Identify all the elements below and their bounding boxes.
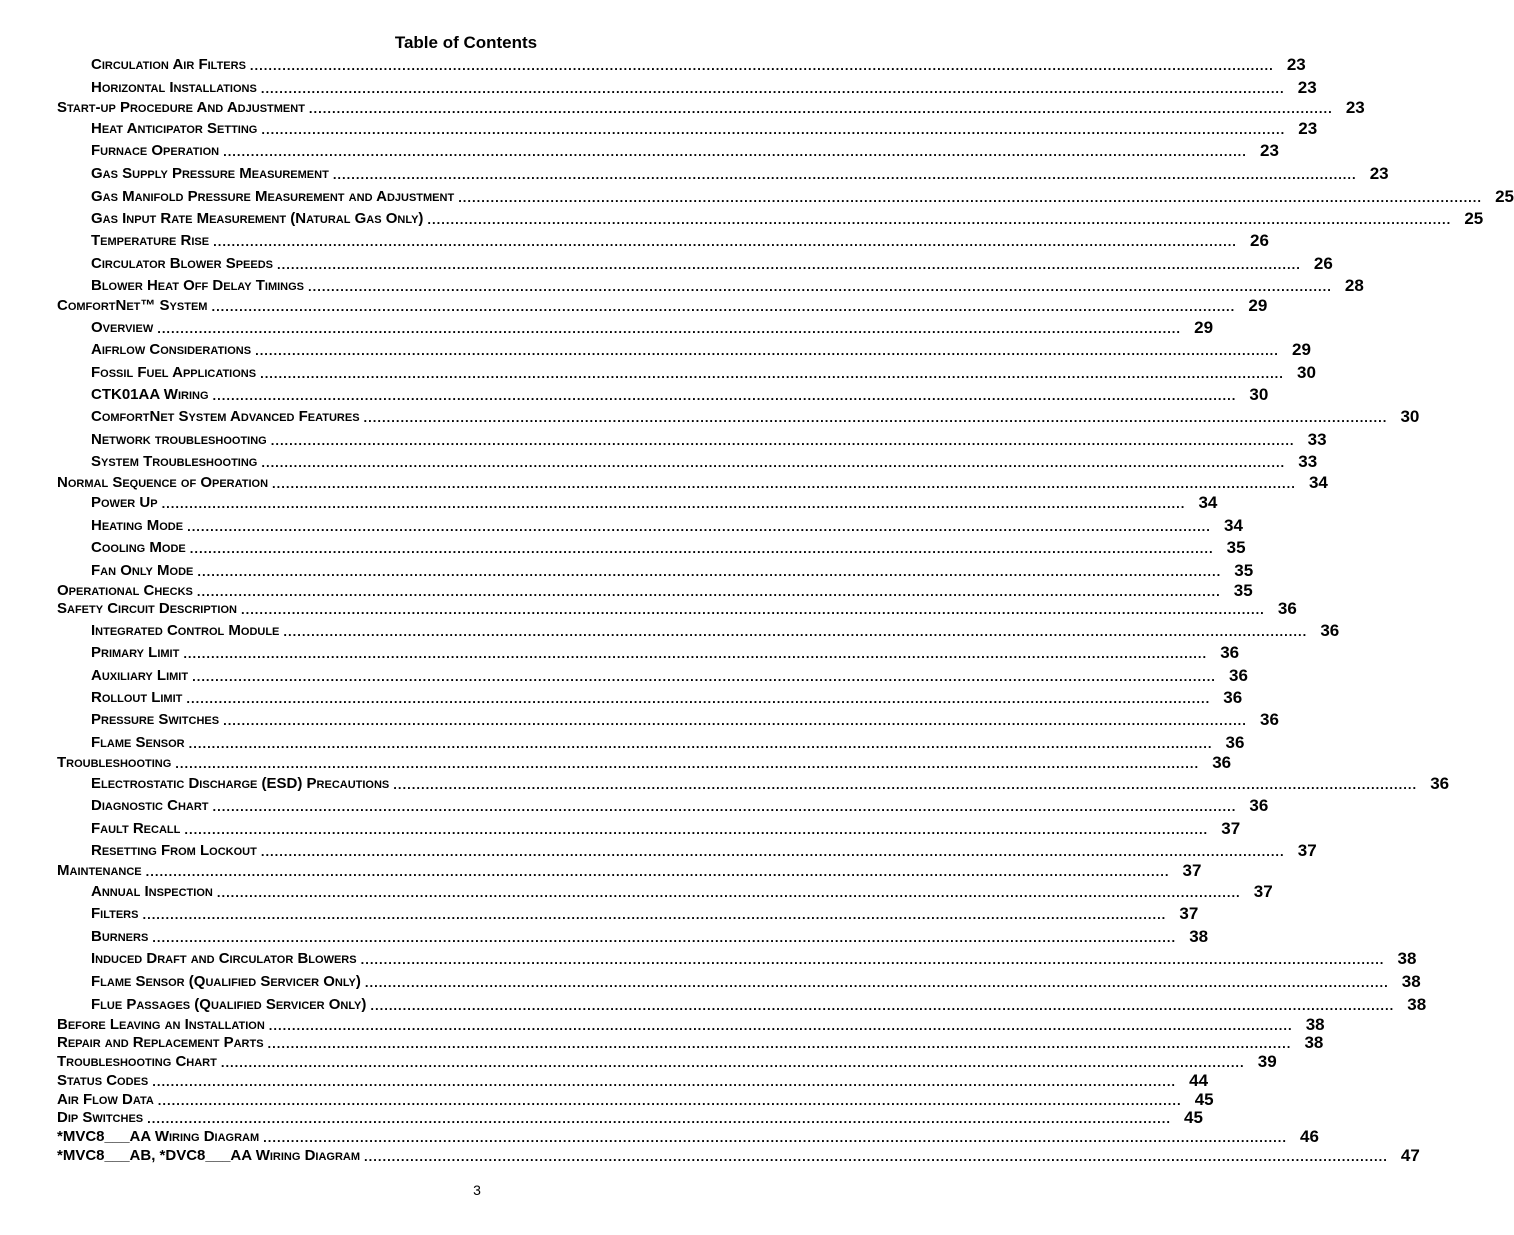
toc-entry[interactable] (0, 407, 1420, 426)
toc-entry-page: 45 (1194, 1090, 1214, 1109)
toc-entry-page: 26 (1313, 254, 1333, 273)
dot-leader: .............................................................................................................................................................................................................................. (283, 624, 1308, 639)
toc-entry-label: Heat Anticipator Setting (91, 120, 258, 137)
toc-entry-page: 38 (1397, 949, 1417, 968)
page-title: Table of Contents (394, 33, 538, 52)
toc-entry[interactable] (0, 119, 1318, 138)
toc-entry-page: 36 (1225, 733, 1245, 752)
toc-entry-page: 23 (1345, 98, 1365, 117)
dot-leader: .............................................................................................................................................................................................................................. (308, 279, 1332, 294)
toc-entry[interactable] (0, 538, 1246, 557)
dot-leader: .............................................................................................................................................................................................................................. (142, 907, 1167, 922)
toc-entry[interactable] (0, 733, 1245, 752)
dot-leader: .............................................................................................................................................................................................................................. (332, 167, 1357, 182)
dot-leader: .............................................................................................................................................................................................................................. (186, 691, 1211, 706)
toc-entry[interactable] (0, 187, 1514, 206)
toc-entry-label: Burners (91, 928, 149, 945)
toc-entry-page: 35 (1233, 581, 1253, 600)
toc-entry-page: 44 (1189, 1071, 1209, 1090)
toc-entry[interactable] (0, 78, 1317, 97)
toc-entry[interactable] (0, 581, 1253, 600)
toc-entry-label: Flue Passages (Qualified Servicer Only) (91, 996, 367, 1013)
toc-entry[interactable] (0, 385, 1269, 404)
toc-entry-label: Safety Circuit Description (57, 600, 237, 617)
toc-entry-label: Diagnostic Chart (91, 797, 209, 814)
toc-entry[interactable] (0, 949, 1417, 968)
toc-entry-label: Flame Sensor (91, 734, 185, 751)
dot-leader: .............................................................................................................................................................................................................................. (277, 257, 1301, 272)
toc-entry[interactable] (0, 363, 1316, 382)
toc-entry-page: 38 (1305, 1015, 1325, 1034)
toc-entry[interactable] (0, 254, 1333, 273)
toc-entry-page: 30 (1400, 407, 1420, 426)
toc-entry-label: Fault Recall (91, 820, 181, 837)
toc-entry[interactable] (0, 796, 1269, 815)
toc-entry-label: Operational Checks (57, 582, 193, 599)
toc-entry-page: 38 (1401, 972, 1421, 991)
dot-leader: .............................................................................................................................................................................................................................. (161, 496, 1186, 511)
toc-entry-page: 36 (1430, 774, 1450, 793)
toc-entry-page: 37 (1182, 861, 1202, 880)
dot-leader: .............................................................................................................................................................................................................................. (216, 885, 1241, 900)
toc-entry-page: 29 (1194, 318, 1214, 337)
dot-leader: .............................................................................................................................................................................................................................. (197, 564, 1222, 579)
toc-entry[interactable] (0, 904, 1199, 923)
dot-leader: .............................................................................................................................................................................................................................. (261, 122, 1286, 137)
toc-entry[interactable] (0, 643, 1240, 662)
toc-entry[interactable] (0, 1090, 1214, 1109)
toc-entry[interactable] (0, 621, 1340, 640)
dot-leader: .............................................................................................................................................................................................................................. (196, 584, 1221, 599)
toc-entry-page: 36 (1249, 796, 1269, 815)
toc-entry-page: 38 (1407, 995, 1427, 1014)
dot-leader: .............................................................................................................................................................................................................................. (393, 777, 1418, 792)
toc-entry[interactable] (0, 1052, 1277, 1071)
dot-leader: .............................................................................................................................................................................................................................. (260, 81, 1285, 96)
toc-entry[interactable] (0, 318, 1214, 337)
dot-leader: .............................................................................................................................................................................................................................. (157, 1093, 1182, 1108)
dot-leader: .............................................................................................................................................................................................................................. (370, 998, 1395, 1013)
toc-entry-label: Network troubleshooting (91, 431, 267, 448)
dot-leader: .............................................................................................................................................................................................................................. (364, 1149, 1388, 1164)
dot-leader: .............................................................................................................................................................................................................................. (458, 190, 1483, 205)
toc-entry-page: 38 (1304, 1033, 1324, 1052)
dot-leader: .............................................................................................................................................................................................................................. (192, 669, 1216, 684)
toc-entry-label: Auxiliary Limit (91, 667, 189, 684)
toc-entry[interactable] (0, 861, 1202, 880)
dot-leader: .............................................................................................................................................................................................................................. (261, 455, 1286, 470)
toc-entry-label: Furnace Operation (91, 142, 220, 159)
toc-entry[interactable] (0, 493, 1218, 512)
dot-leader: .............................................................................................................................................................................................................................. (152, 1074, 1177, 1089)
dot-leader: .............................................................................................................................................................................................................................. (364, 975, 1389, 990)
dot-leader: .............................................................................................................................................................................................................................. (212, 799, 1237, 814)
toc-entry[interactable] (0, 753, 1232, 772)
dot-leader: .............................................................................................................................................................................................................................. (212, 388, 1237, 403)
dot-leader: .............................................................................................................................................................................................................................. (188, 736, 1213, 751)
dot-leader: .............................................................................................................................................................................................................................. (220, 1055, 1245, 1070)
toc-entry-page: 30 (1296, 363, 1316, 382)
toc-entry-page: 45 (1184, 1108, 1203, 1127)
toc-entry[interactable] (0, 276, 1364, 295)
toc-entry-label: Overview (91, 319, 154, 336)
toc-entry-label: Filters (91, 905, 139, 922)
toc-entry[interactable] (0, 710, 1279, 729)
toc-entry[interactable] (0, 1146, 1420, 1165)
toc-entry-label: Resetting From Lockout (91, 842, 257, 859)
toc-entry-label: Annual Inspection (91, 883, 213, 900)
toc-entry-label: System Troubleshooting (91, 453, 258, 470)
dot-leader: .............................................................................................................................................................................................................................. (152, 930, 1177, 945)
dot-leader: .............................................................................................................................................................................................................................. (267, 1036, 1292, 1051)
toc-entry-label: Pressure Switches (91, 711, 220, 728)
toc-entry-page: 25 (1495, 187, 1514, 206)
toc-entry-page: 33 (1307, 430, 1327, 449)
dot-leader: .............................................................................................................................................................................................................................. (308, 101, 1333, 116)
toc-entry-label: Induced Draft and Circulator Blowers (91, 950, 357, 967)
toc-entry[interactable] (0, 55, 1306, 74)
dot-leader: .............................................................................................................................................................................................................................. (363, 410, 1388, 425)
toc-entry-page: 23 (1286, 55, 1306, 74)
toc-entry[interactable] (0, 516, 1243, 535)
toc-entry-label: Blower Heat Off Delay Timings (91, 277, 304, 294)
dot-leader: .............................................................................................................................................................................................................................. (260, 844, 1285, 859)
toc-entry[interactable] (0, 340, 1311, 359)
toc-entry[interactable] (0, 927, 1209, 946)
toc-entry-label: Air Flow Data (57, 1091, 154, 1108)
dot-leader: .............................................................................................................................................................................................................................. (268, 1018, 1293, 1033)
toc-entry-label: Dip Switches (57, 1109, 144, 1126)
toc-entry-label: Primary Limit (91, 644, 180, 661)
toc-entry-page: 38 (1189, 927, 1209, 946)
toc-entry[interactable] (0, 473, 1328, 492)
dot-leader: .............................................................................................................................................................................................................................. (183, 646, 1208, 661)
toc-entry-page: 46 (1300, 1127, 1319, 1146)
dot-leader: .............................................................................................................................................................................................................................. (211, 299, 1236, 314)
dot-leader: .............................................................................................................................................................................................................................. (427, 212, 1452, 227)
toc-entry-label: Flame Sensor (Qualified Servicer Only) (91, 973, 361, 990)
toc-entry-page: 36 (1320, 621, 1340, 640)
toc-entry[interactable] (0, 972, 1421, 991)
toc-entry-page: 25 (1464, 209, 1484, 228)
dot-leader: .............................................................................................................................................................................................................................. (147, 1111, 1171, 1126)
toc-entry-page: 36 (1220, 643, 1240, 662)
toc-entry-page: 29 (1291, 340, 1311, 359)
toc-entry-page: 28 (1344, 276, 1364, 295)
toc-entry[interactable] (0, 561, 1254, 580)
toc-entry-label: Heating Mode (91, 517, 184, 534)
toc-entry-page: 36 (1277, 599, 1297, 618)
dot-leader: .............................................................................................................................................................................................................................. (240, 602, 1265, 617)
toc-entry-page: 37 (1253, 882, 1273, 901)
toc-entry-label: Troubleshooting (57, 754, 172, 771)
toc-entry-page: 35 (1226, 538, 1246, 557)
toc-entry-page: 39 (1257, 1052, 1277, 1071)
toc-entry[interactable] (0, 995, 1427, 1014)
toc-entry-label: Repair and Replacement Parts (57, 1034, 264, 1051)
toc-entry-page: 36 (1259, 710, 1279, 729)
toc-entry-page: 26 (1250, 231, 1269, 250)
toc-entry-page: 30 (1249, 385, 1269, 404)
toc-entry-page: 37 (1221, 819, 1241, 838)
toc-entry-label: Power Up (91, 494, 158, 511)
dot-leader: .............................................................................................................................................................................................................................. (189, 541, 1214, 556)
toc-entry-page: 36 (1223, 688, 1243, 707)
dot-leader: .............................................................................................................................................................................................................................. (255, 343, 1279, 358)
dot-leader: .............................................................................................................................................................................................................................. (223, 713, 1247, 728)
dot-leader: .............................................................................................................................................................................................................................. (213, 234, 1237, 249)
dot-leader: .............................................................................................................................................................................................................................. (184, 822, 1209, 837)
toc-entry[interactable] (0, 1071, 1209, 1090)
dot-leader: .............................................................................................................................................................................................................................. (360, 952, 1385, 967)
dot-leader: .............................................................................................................................................................................................................................. (272, 476, 1296, 491)
dot-leader: .............................................................................................................................................................................................................................. (145, 864, 1170, 879)
toc-entry[interactable] (0, 688, 1243, 707)
dot-leader: .............................................................................................................................................................................................................................. (157, 321, 1182, 336)
toc-entry[interactable] (0, 231, 1269, 250)
toc-entry[interactable] (0, 841, 1317, 860)
toc-entry-label: ComfortNet System Advanced Features (91, 408, 360, 425)
toc-entry-page: 34 (1223, 516, 1243, 535)
toc-entry-label: CTK01AA Wiring (91, 386, 209, 403)
toc-entry-label: *MVC8___AB, *DVC8___AA Wiring Diagram (57, 1147, 361, 1164)
toc-entry-label: Start-up Procedure And Adjustment (57, 99, 305, 116)
toc-entry-page: 23 (1259, 141, 1279, 160)
toc-entry[interactable] (0, 141, 1279, 160)
toc-entry[interactable] (0, 599, 1297, 618)
toc-entry-label: Gas Input Rate Measurement (Natural Gas Only) (91, 210, 424, 227)
toc-entry[interactable] (0, 1033, 1324, 1052)
toc-entry[interactable] (0, 1127, 1319, 1146)
toc-entry-label: Gas Supply Pressure Measurement (91, 165, 329, 182)
toc-entry-label: Aifrlow Considerations (91, 341, 252, 358)
toc-entry-label: Circulator Blower Speeds (91, 255, 273, 272)
toc-entry-label: Rollout Limit (91, 689, 183, 706)
toc-entry-page: 36 (1212, 753, 1232, 772)
toc-entry[interactable] (0, 296, 1268, 315)
toc-entry-page: 34 (1308, 473, 1328, 492)
toc-entry-label: Troubleshooting Chart (57, 1053, 217, 1070)
toc-entry-label: Fan Only Mode (91, 562, 194, 579)
toc-entry-label: Fossil Fuel Applications (91, 364, 257, 381)
toc-entry-page: 36 (1229, 666, 1248, 685)
toc-entry-page: 35 (1234, 561, 1254, 580)
toc-entry-label: Temperature Rise (91, 232, 210, 249)
toc-entry[interactable] (0, 1108, 1203, 1127)
dot-leader: .............................................................................................................................................................................................................................. (249, 58, 1274, 73)
dot-leader: .............................................................................................................................................................................................................................. (263, 1130, 1287, 1145)
toc-entry-label: Cooling Mode (91, 539, 186, 556)
toc-entry-label: Normal Sequence of Operation (57, 474, 269, 491)
toc-entry-label: Before Leaving an Installation (57, 1016, 265, 1033)
toc-entry[interactable] (0, 430, 1327, 449)
toc-entry[interactable] (0, 452, 1318, 471)
toc-entry[interactable] (0, 98, 1365, 117)
toc-entry-page: 33 (1298, 452, 1318, 471)
toc-entry-page: 47 (1400, 1146, 1420, 1165)
toc-entry-label: Maintenance (57, 862, 142, 879)
toc-entry-page: 23 (1298, 119, 1318, 138)
toc-entry-page: 23 (1369, 164, 1389, 183)
toc-entry[interactable] (0, 666, 1248, 685)
page-number: 3 (473, 1182, 481, 1198)
toc-entry[interactable] (0, 774, 1450, 793)
toc-entry-page: 37 (1297, 841, 1317, 860)
toc-entry-page: 34 (1198, 493, 1218, 512)
toc-entry-page: 29 (1248, 296, 1268, 315)
toc-entry-label: Integrated Control Module (91, 622, 280, 639)
dot-leader: .............................................................................................................................................................................................................................. (187, 519, 1211, 534)
toc-entry-label: Gas Manifold Pressure Measurement and Adjustment (91, 188, 455, 205)
toc-entry[interactable] (0, 164, 1389, 183)
toc-entry-label: Circulation Air Filters (91, 56, 246, 73)
toc-entry-page: 37 (1179, 904, 1199, 923)
dot-leader: .............................................................................................................................................................................................................................. (270, 433, 1295, 448)
toc-entry-page: 23 (1297, 78, 1317, 97)
toc-entry[interactable] (0, 209, 1484, 228)
toc-entry[interactable] (0, 882, 1273, 901)
toc-entry-label: Horizontal Installations (91, 79, 257, 96)
toc-entry-label: Status Codes (57, 1072, 149, 1089)
toc-entry-label: Electrostatic Discharge (ESD) Precautions (91, 775, 390, 792)
toc-entry-label: *MVC8___AA Wiring Diagram (57, 1128, 260, 1145)
toc-entry[interactable] (0, 819, 1241, 838)
toc-entry-label: ComfortNet™ System (57, 297, 208, 314)
dot-leader: .............................................................................................................................................................................................................................. (260, 366, 1284, 381)
dot-leader: .............................................................................................................................................................................................................................. (175, 756, 1200, 771)
dot-leader: .............................................................................................................................................................................................................................. (223, 144, 1247, 159)
toc-entry[interactable] (0, 1015, 1325, 1034)
